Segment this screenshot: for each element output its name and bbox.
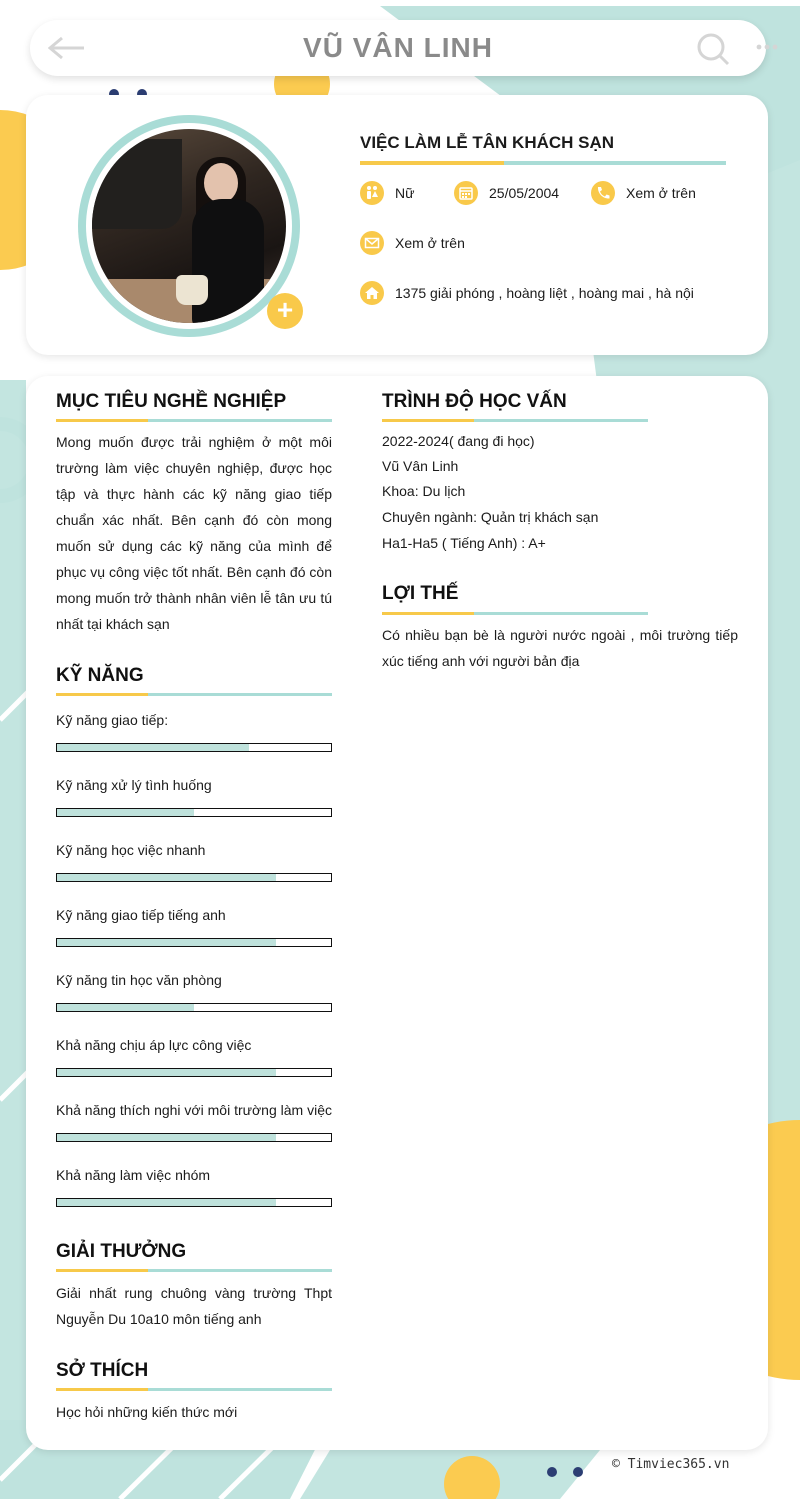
skills-title: KỸ NĂNG — [56, 665, 144, 686]
plus-icon[interactable]: + — [267, 293, 303, 329]
search-icon[interactable] — [696, 32, 730, 66]
education-title: TRÌNH ĐỘ HỌC VẤN — [382, 391, 567, 412]
skill-bar-fill — [57, 1199, 276, 1206]
skill-bar-fill — [57, 1004, 194, 1011]
awards-title: GIẢI THƯỞNG — [56, 1241, 187, 1262]
footer-credit: © Timviec365.vn — [612, 1457, 730, 1472]
email-row — [360, 231, 465, 255]
objective-text: Mong muốn được trải nghiệm ở một môi trường làm việc chuyên nghiệp, được học tập và thực hành các kỹ năng giao tiếp chuẩn xác nhất. Bên cạnh đó còn mong muốn sử dụng các kỹ năng của mình để phục vụ công việc tốt nhất. Bên cạnh đó còn mong muốn trở thành nhân viên lễ tân ưu tú nhất tại khách sạn — [56, 434, 332, 632]
profile-card — [26, 95, 768, 355]
address-row — [360, 281, 694, 305]
avatar-frame — [78, 115, 300, 337]
skill-label: Kỹ năng xử lý tình huống — [56, 777, 212, 793]
advantages-title: LỢI THẾ — [382, 583, 459, 604]
skill-label: Kỹ năng giao tiếp: — [56, 712, 169, 728]
birthdate-value: 25/05/2004 — [489, 185, 560, 201]
hobbies-title: SỞ THÍCH — [56, 1360, 149, 1381]
hobbies-text: Học hỏi những kiến thức mới — [56, 1404, 238, 1420]
skill-bar — [56, 743, 332, 752]
section-underline — [56, 419, 332, 422]
candidate-name: VŨ VÂN LINH — [303, 32, 493, 63]
gender-icon — [360, 181, 384, 205]
job-title: VIỆC LÀM LỄ TÂN KHÁCH SẠN — [360, 133, 615, 152]
section-underline — [382, 419, 648, 422]
title-underline — [360, 161, 726, 165]
skill-bar — [56, 873, 332, 882]
email-value: Xem ở trên — [395, 235, 465, 251]
skill-bar — [56, 1003, 332, 1012]
skill-bar-fill — [57, 1069, 276, 1076]
address-value: 1375 giải phóng , hoàng liệt , hoàng mai , hà nội — [395, 285, 694, 301]
skill-bar-fill — [57, 1134, 276, 1141]
education-line: Chuyên ngành: Quản trị khách sạn — [382, 509, 599, 525]
skill-bar — [56, 1068, 332, 1077]
phone-icon — [591, 181, 615, 205]
more-icon[interactable] — [756, 42, 778, 52]
avatar — [92, 129, 286, 323]
skill-bar-fill — [57, 809, 194, 816]
phone-row — [591, 181, 696, 205]
skill-bar — [56, 1133, 332, 1142]
gender-value: Nữ — [395, 185, 415, 201]
skill-bar — [56, 1198, 332, 1207]
gender-row — [360, 181, 414, 205]
skill-label: Kỹ năng học việc nhanh — [56, 842, 206, 858]
birthdate-row — [454, 181, 559, 205]
education-line: Khoa: Du lịch — [382, 483, 466, 499]
email-icon — [360, 231, 384, 255]
calendar-icon — [454, 181, 478, 205]
education-line: Ha1-Ha5 ( Tiếng Anh) : A+ — [382, 535, 546, 551]
advantages-text: Có nhiều bạn bè là người nước ngoài , môi trường tiếp xúc tiếng anh với người bản địa — [382, 627, 738, 669]
skill-bar-fill — [57, 874, 276, 881]
education-line: 2022-2024( đang đi học) — [382, 433, 535, 449]
section-underline — [56, 1388, 332, 1391]
skill-bar-fill — [57, 939, 276, 946]
skill-label: Khả năng chịu áp lực công việc — [56, 1037, 252, 1053]
section-underline — [56, 1269, 332, 1272]
skill-label: Khả năng làm việc nhóm — [56, 1167, 211, 1183]
skill-bar — [56, 938, 332, 947]
education-line: Vũ Vân Linh — [382, 458, 459, 474]
section-underline — [382, 612, 648, 615]
section-underline — [56, 693, 332, 696]
skill-label: Kỹ năng giao tiếp tiếng anh — [56, 907, 226, 923]
skill-bar — [56, 808, 332, 817]
objective-title: MỤC TIÊU NGHỀ NGHIỆP — [56, 391, 287, 412]
skill-label: Khả năng thích nghi với môi trường làm việc — [56, 1102, 332, 1118]
resume-body — [26, 376, 768, 1450]
skill-label: Kỹ năng tin học văn phòng — [56, 972, 222, 988]
header-bar — [30, 20, 766, 76]
home-icon — [360, 281, 384, 305]
phone-value: Xem ở trên — [626, 185, 696, 201]
skill-bar-fill — [57, 744, 249, 751]
awards-text: Giải nhất rung chuông vàng trường Thpt Nguyễn Du 10a10 môn tiếng anh — [56, 1285, 332, 1327]
